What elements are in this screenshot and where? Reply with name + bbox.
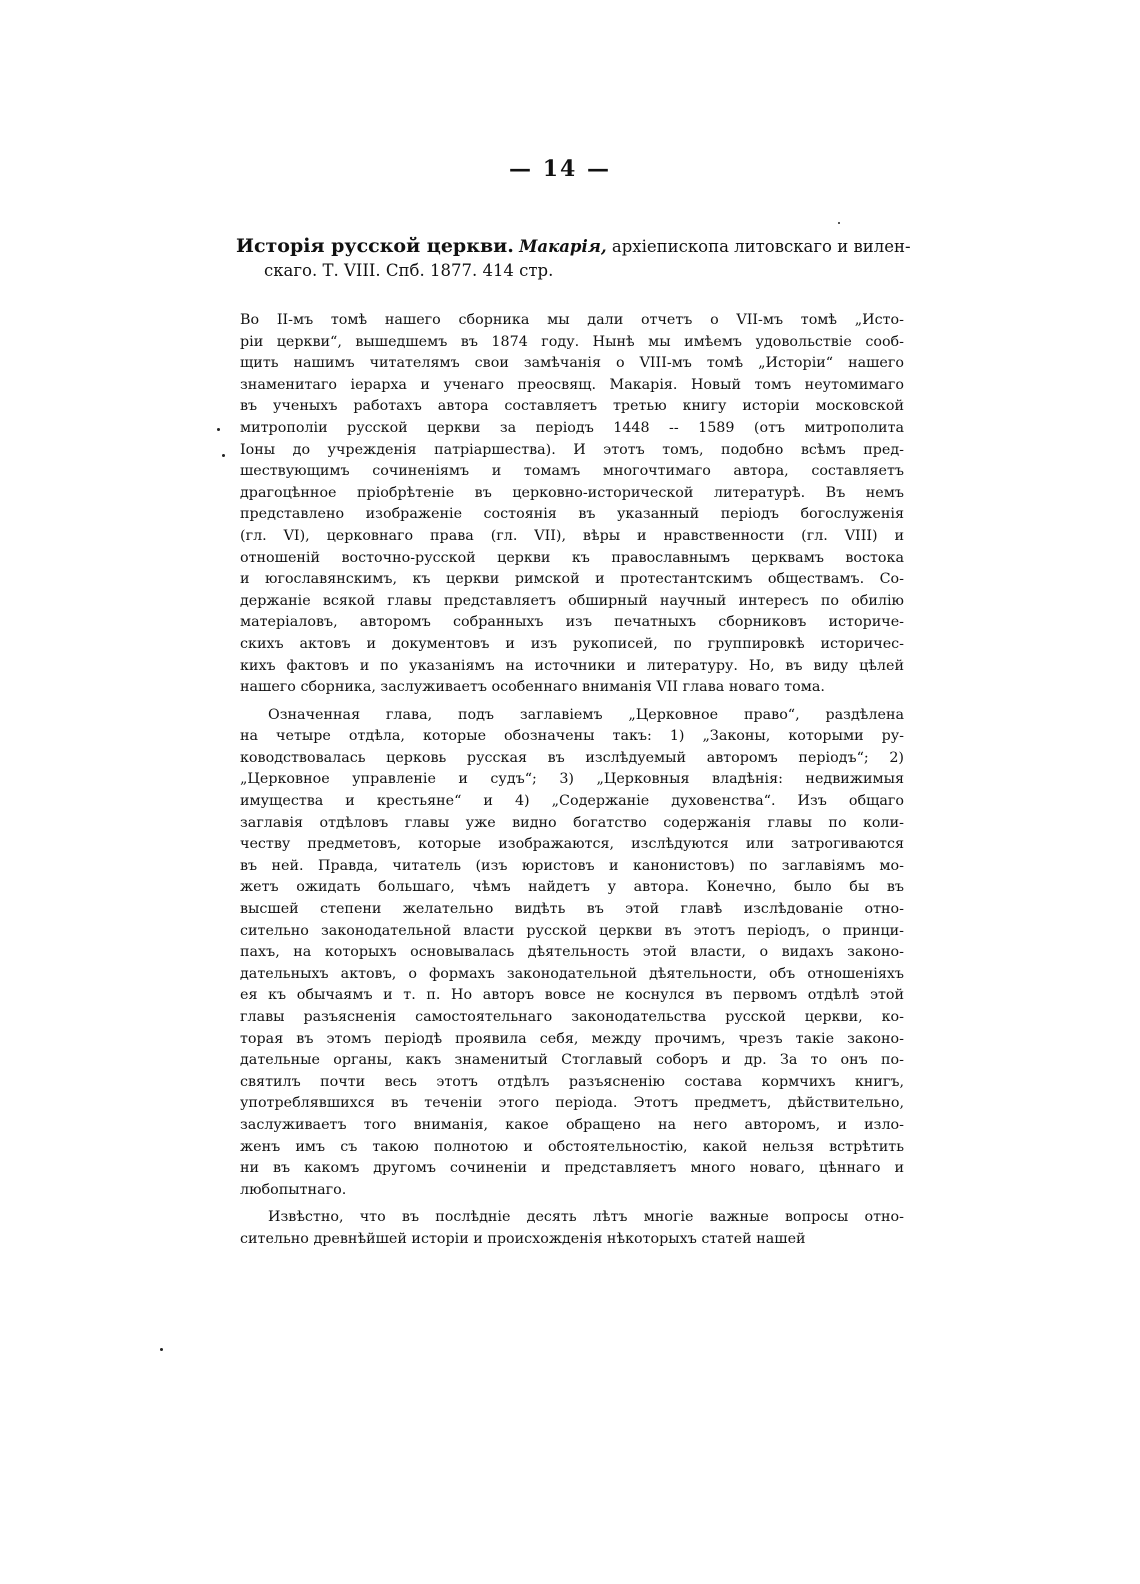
heading-rest: архіепископа литовскаго и вилен-	[611, 237, 911, 256]
text-line: Означенная глава, подъ заглавіемъ „Церковное право“, раздѣлена	[268, 706, 904, 723]
text-line: держаніе всякой главы представляетъ обширный научный интересъ по обилію	[240, 592, 904, 609]
text-line: пахъ, на которыхъ основывалась дѣятельность этой власти, о видахъ законо-	[240, 944, 904, 961]
text-line: заглавія отдѣловъ главы уже видно богатство содержанія главы по коли-	[240, 814, 904, 831]
text-line: употреблявшихся въ теченіи этого періода. Этотъ предметъ, дѣйствительно,	[240, 1095, 904, 1112]
paragraph	[240, 705, 904, 1202]
text-line: и югославянскимъ, къ церкви римской и протестантскимъ обществамъ. Со-	[240, 571, 904, 588]
text-line: Во II-мъ томѣ нашего сборника мы дали отчетъ о VII-мъ томѣ „Исто-	[240, 312, 904, 328]
text-line: на четыре отдѣла, которые обозначены такъ: 1) „Законы, которыми ру-	[240, 728, 904, 745]
text-line: сительно древнѣйшей исторіи и происхожденія нѣкоторыхъ статей нашей	[240, 1230, 806, 1247]
text-line: жетъ ожидать большаго, чѣмъ найдетъ у автора. Конечно, было бы въ	[240, 879, 904, 896]
text-line: знаменитаго іерарха и ученаго преосвящ. Макарія. Новый томъ неутомимаго	[240, 376, 904, 393]
text-line: дательныхъ актовъ, о формахъ законодательной дѣятельности, объ отношеніяхъ	[240, 965, 904, 982]
scan-speck	[838, 222, 840, 224]
page-number: — 14 —	[509, 156, 611, 182]
review-heading	[236, 234, 911, 283]
scan-speck	[160, 1348, 163, 1351]
heading-line-1	[236, 234, 911, 259]
text-line: щить нашимъ читателямъ свои замѣчанія о VIII-мъ томѣ „Исторіи“ нашего	[240, 355, 904, 372]
text-line: кихъ фактовъ и по указаніямъ на источники и литературу. Но, въ виду цѣлей	[240, 657, 904, 674]
text-line: честву предметовъ, которые изображаются, изслѣдуются или затрогиваются	[240, 836, 904, 853]
text-line: заслуживаетъ того вниманія, какое обращено на него авторомъ, и изло-	[240, 1116, 904, 1133]
text-line: нашего сборника, заслуживаетъ особеннаго вниманія VII глава новаго тома.	[240, 679, 825, 696]
text-line: торая въ этомъ періодѣ проявила себя, между прочимъ, чрезъ такіе законо-	[240, 1030, 904, 1047]
text-line: любопытнаго.	[240, 1181, 347, 1198]
book-title: Исторія русской церкви.	[236, 235, 514, 257]
text-line: сительно законодательной власти русской церкви въ этотъ періодъ, о принци-	[240, 922, 904, 939]
text-line: въ ней. Правда, читатель (изъ юристовъ и канонистовъ) по заглавіямъ мо-	[240, 857, 904, 874]
text-line: святилъ почти весь этотъ отдѣлъ разъясненію состава кормчихъ книгъ,	[240, 1073, 904, 1090]
text-line: скихъ актовъ и документовъ и изъ рукописей, по группировкѣ историчес-	[240, 635, 904, 652]
text-line: (гл. VI), церковнаго права (гл. VII), вѣры и нравственности (гл. VIII) и	[240, 527, 904, 544]
text-line: Іоны до учрежденія патріаршества). И этотъ томъ, подобно всѣмъ пред-	[240, 441, 904, 458]
scan-speck	[217, 428, 220, 431]
text-line: „Церковное управленіе и судъ“; 3) „Церковныя владѣнія: недвижимыя	[240, 771, 904, 788]
text-line: драгоцѣнное пріобрѣтеніе въ церковно-исторической литературѣ. Въ немъ	[240, 484, 904, 501]
text-line: высшей степени желательно видѣть въ этой главѣ изслѣдованіе отно-	[240, 901, 904, 918]
text-line: матеріаловъ, авторомъ собранныхъ изъ печатныхъ сборниковъ историче-	[240, 614, 904, 631]
book-author: Макарія,	[519, 237, 607, 256]
text-line: отношеній восточно-русской церкви къ православнымъ церквамъ востока	[240, 549, 904, 566]
text-line: шествующимъ сочиненіямъ и томамъ многочтимаго автора, составляетъ	[240, 463, 904, 480]
text-line: ководствовалась церковь русская въ изслѣдуемый авторомъ періодъ“; 2)	[240, 749, 904, 766]
text-line: ріи церкви“, вышедшемъ въ 1874 году. Нынѣ мы имѣемъ удовольствіе сооб-	[240, 333, 904, 350]
text-line: ея къ обычаямъ и т. п. Но авторъ вовсе не коснулся въ первомъ отдѣлѣ этой	[240, 987, 904, 1004]
paragraph	[240, 310, 904, 699]
text-line: представлено изображеніе состоянія въ указанный періодъ богослуженія	[240, 506, 904, 523]
text-line: митрополіи русской церкви за періодъ 1448 -- 1589 (отъ митрополита	[240, 419, 904, 436]
text-line: женъ имъ съ такою полнотою и обстоятельностію, какой нельзя встрѣтить	[240, 1138, 904, 1155]
text-line: дательные органы, какъ знаменитый Стоглавый соборъ и др. За то онъ по-	[240, 1052, 904, 1069]
heading-line-2: скаго. Т. VIII. Спб. 1877. 414 стр.	[264, 261, 554, 280]
text-line: главы разъясненія самостоятельнаго законодательства русской церкви, ко-	[240, 1009, 904, 1025]
text-line: ни въ какомъ другомъ сочиненіи и представляетъ много новаго, цѣннаго и	[240, 1160, 904, 1177]
text-line: въ ученыхъ работахъ автора составляетъ третью книгу исторіи московской	[240, 398, 904, 415]
review-body	[240, 310, 904, 1257]
text-line: Извѣстно, что въ послѣдніе десять лѣтъ многіе важные вопросы отно-	[268, 1209, 904, 1226]
paragraph	[240, 1207, 904, 1250]
text-line: имущества и крестьяне“ и 4) „Содержаніе духовенства“. Изъ общаго	[240, 793, 904, 810]
scan-speck	[222, 454, 225, 457]
